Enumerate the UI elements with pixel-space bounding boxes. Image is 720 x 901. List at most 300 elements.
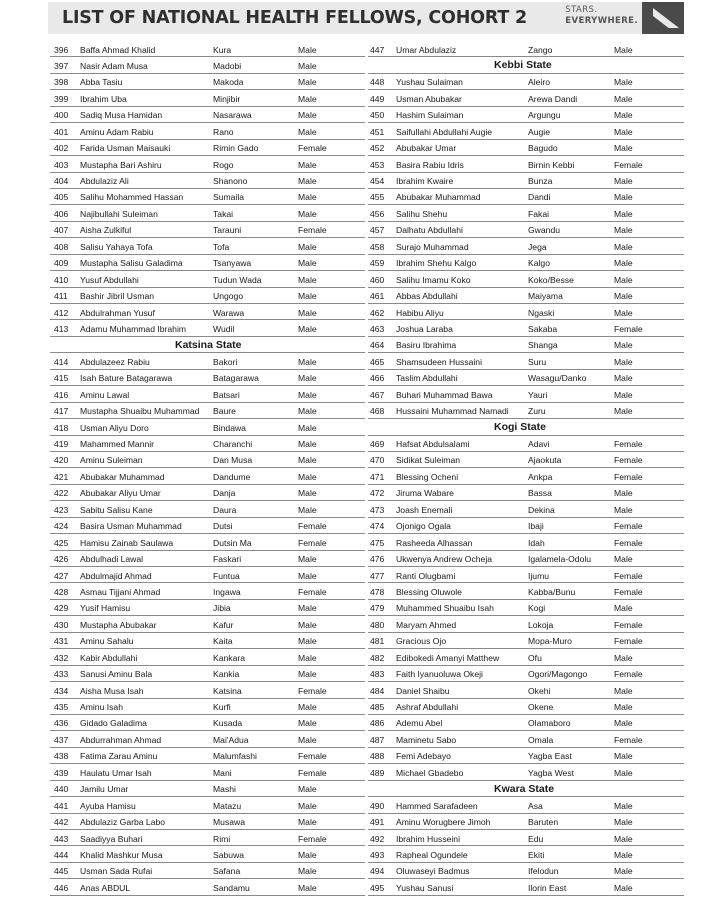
lga-name: Charanchi — [213, 439, 253, 449]
table-row — [50, 567, 365, 583]
fellow-name: Najibullahi Suleiman — [80, 208, 158, 219]
table-row — [368, 74, 684, 90]
fellow-name: Hafsat Abdulsalami — [396, 439, 470, 449]
row-number: 420 — [54, 455, 69, 466]
table-row — [368, 666, 684, 682]
gender-value: Male — [614, 208, 633, 219]
gender-value: Male — [614, 143, 633, 154]
table-row — [50, 764, 365, 780]
table-row — [368, 715, 684, 731]
table-row — [368, 222, 684, 238]
fellow-name: Basira Usman Muhammad — [80, 521, 182, 532]
table-row — [368, 748, 684, 764]
table-row — [50, 534, 365, 550]
fellow-name: Sabitu Salisu Kane — [80, 504, 153, 515]
lga-name: Mashi — [213, 784, 236, 795]
row-number: 437 — [54, 734, 69, 745]
row-number: 414 — [54, 356, 69, 367]
lga-name: Mai'Adua — [213, 734, 249, 745]
row-number: 439 — [54, 767, 69, 778]
fellow-name: Hammed Sarafadeen — [396, 800, 478, 811]
state-heading: Kogi State — [368, 419, 684, 435]
row-number: 470 — [370, 455, 385, 466]
page-header — [48, 2, 684, 34]
table-row — [50, 436, 365, 452]
table-row — [50, 633, 365, 649]
lga-name: Tsanyawa — [213, 258, 252, 269]
table-row — [368, 797, 684, 813]
state-heading: Kwara State — [368, 781, 684, 797]
row-number: 430 — [54, 619, 69, 630]
gender-value: Male — [298, 702, 317, 712]
lga-name: Kaita — [213, 636, 233, 647]
lga-name: Arewa Dandi — [528, 93, 578, 104]
gender-value: Female — [614, 521, 643, 532]
fellow-name: Jiruma Wabare — [396, 488, 454, 499]
fellow-name: Haulatu Umar Isah — [80, 767, 152, 778]
gender-value: Male — [298, 159, 317, 170]
lga-name: Ekiti — [528, 849, 545, 860]
fellow-name: Maryam Ahmed — [396, 619, 457, 630]
lga-name: Kurfi — [213, 702, 231, 712]
gender-value: Male — [614, 849, 633, 860]
gender-value: Male — [298, 258, 317, 269]
gender-value: Male — [298, 800, 317, 811]
row-number: 449 — [370, 93, 385, 104]
row-number: 480 — [370, 619, 385, 630]
table-row — [368, 107, 684, 123]
row-number: 495 — [370, 882, 385, 893]
gender-value: Male — [298, 356, 317, 367]
row-number: 461 — [370, 291, 385, 302]
row-number: 409 — [54, 258, 69, 269]
fellow-name: Mustapha Abubakar — [80, 619, 157, 630]
row-number: 492 — [370, 833, 385, 844]
row-number: 465 — [370, 356, 385, 367]
row-number: 468 — [370, 406, 385, 417]
gender-value: Female — [614, 439, 643, 449]
lga-name: Argungu — [528, 110, 561, 121]
lga-name: Igalamela-Odolu — [528, 554, 592, 565]
row-number: 398 — [54, 77, 69, 88]
lga-name: Mopa-Muro — [528, 636, 572, 647]
gender-value: Female — [298, 225, 327, 236]
gender-value: Female — [614, 159, 643, 170]
lga-name: Kusada — [213, 718, 243, 729]
gender-value: Male — [298, 291, 317, 302]
table-row — [368, 320, 684, 336]
row-number: 413 — [54, 323, 69, 334]
fellow-name: Abdulrahman Yusuf — [80, 307, 155, 318]
lga-name: Yagba West — [528, 767, 575, 778]
table-row — [50, 830, 365, 846]
lga-name: Koko/Besse — [528, 274, 574, 285]
lga-name: Birnin Kebbi — [528, 159, 575, 170]
row-number: 487 — [370, 734, 385, 745]
row-number: 456 — [370, 208, 385, 219]
fellow-name: Ukwenya Andrew Ocheja — [396, 554, 493, 565]
row-number: 440 — [54, 784, 69, 795]
gender-value: Female — [298, 751, 327, 762]
table-row — [50, 222, 365, 238]
row-number: 482 — [370, 652, 385, 663]
lga-name: Okene — [528, 702, 554, 712]
row-number: 455 — [370, 192, 385, 203]
row-number: 494 — [370, 866, 385, 877]
gender-value: Male — [614, 685, 633, 696]
gender-value: Male — [298, 44, 317, 55]
lga-name: Tudun Wada — [213, 274, 262, 285]
gender-value: Male — [614, 751, 633, 762]
table-row — [50, 57, 365, 73]
row-number: 467 — [370, 389, 385, 400]
lga-name: Funtua — [213, 570, 240, 581]
lga-name: Bunza — [528, 176, 553, 186]
gender-value: Male — [298, 784, 317, 795]
gender-value: Male — [614, 488, 633, 499]
row-number: 441 — [54, 800, 69, 811]
lga-name: Dutsi — [213, 521, 233, 532]
table-row — [50, 419, 365, 435]
lga-name: Ifelodun — [528, 866, 559, 877]
table-row — [368, 205, 684, 221]
gender-value: Male — [614, 126, 633, 137]
table-row — [368, 452, 684, 468]
row-number: 448 — [370, 77, 385, 88]
table-row — [50, 583, 365, 599]
table-row — [50, 107, 365, 123]
gender-value: Male — [298, 208, 317, 219]
gender-value: Male — [614, 817, 633, 828]
lga-name: Batsari — [213, 389, 240, 400]
row-number: 429 — [54, 603, 69, 614]
lga-name: Kankara — [213, 652, 246, 663]
gender-value: Female — [298, 521, 327, 532]
row-number: 425 — [54, 537, 69, 548]
gender-value: Male — [298, 652, 317, 663]
fellow-name: Abdulaziz Garba Labo — [80, 817, 166, 828]
fellow-name: Femi Adebayo — [396, 751, 451, 762]
lga-name: Yagba East — [528, 751, 572, 762]
table-row — [368, 304, 684, 320]
table-row — [368, 403, 684, 419]
row-number: 486 — [370, 718, 385, 729]
gender-value: Male — [614, 241, 633, 252]
fellow-name: Blessing Ocheni — [396, 471, 459, 482]
gender-value: Male — [298, 734, 317, 745]
row-number: 433 — [54, 669, 69, 680]
fellow-name: Faith Iyanuoluwa Okeji — [396, 669, 483, 680]
gender-value: Male — [614, 258, 633, 269]
table-row — [50, 370, 365, 386]
lga-name: Kalgo — [528, 258, 550, 269]
lga-name: Suru — [528, 356, 547, 367]
table-row — [368, 649, 684, 665]
table-row — [368, 189, 684, 205]
row-number: 401 — [54, 126, 69, 137]
gender-value: Male — [614, 340, 633, 351]
fellow-name: Fatima Zarau Aminu — [80, 751, 158, 762]
lga-name: Zango — [528, 44, 553, 55]
lga-name: Sakaba — [528, 323, 558, 334]
lga-name: Jega — [528, 241, 547, 252]
lga-name: Ilorin East — [528, 882, 567, 893]
lga-name: Fakai — [528, 208, 550, 219]
table-row — [368, 90, 684, 106]
lga-name: Ankpa — [528, 471, 553, 482]
gender-value: Male — [614, 652, 633, 663]
table-row — [368, 616, 684, 632]
fellow-name: Michael Gbadebo — [396, 767, 464, 778]
row-number: 422 — [54, 488, 69, 499]
lga-name: Matazu — [213, 800, 242, 811]
lga-name: Adavi — [528, 439, 550, 449]
table-row — [368, 534, 684, 550]
fellow-name: Salisu Yahaya Tofa — [80, 241, 153, 252]
gender-value: Male — [614, 274, 633, 285]
gender-value: Female — [614, 570, 643, 581]
row-number: 459 — [370, 258, 385, 269]
fellow-name: Ibrahim Uba — [80, 93, 127, 104]
row-number: 411 — [54, 291, 68, 302]
row-number: 457 — [370, 225, 385, 236]
lga-name: Warawa — [213, 307, 245, 318]
fellow-name: Oluwaseyi Badmus — [396, 866, 470, 877]
gender-value: Male — [614, 110, 633, 121]
fellow-name: Surajo Muhammad — [396, 241, 469, 252]
lga-name: Sabuwa — [213, 849, 245, 860]
row-number: 399 — [54, 93, 69, 104]
table-row — [368, 731, 684, 747]
gender-value: Male — [298, 406, 317, 417]
fellow-name: Ranti Olugbami — [396, 570, 456, 581]
table-row — [368, 238, 684, 254]
gender-value: Male — [298, 439, 317, 449]
row-number: 444 — [54, 849, 69, 860]
table-row — [50, 173, 365, 189]
gender-value: Male — [298, 422, 317, 433]
table-row — [368, 468, 684, 484]
fellow-name: Ashraf Abdullahi — [396, 702, 459, 712]
gender-value: Male — [298, 504, 317, 515]
row-number: 410 — [54, 274, 69, 285]
lga-name: Batagarawa — [213, 373, 259, 384]
gender-value: Female — [614, 619, 643, 630]
lga-name: Tofa — [213, 241, 230, 252]
row-number: 418 — [54, 422, 69, 433]
lga-name: Dan Musa — [213, 455, 253, 466]
row-number: 431 — [54, 636, 69, 647]
fellow-name: Mahammed Mannir — [80, 439, 155, 449]
row-number: 476 — [370, 554, 385, 565]
gender-value: Male — [298, 849, 317, 860]
gender-value: Male — [298, 817, 317, 828]
fellow-name: Umar Abdulaziz — [396, 44, 457, 55]
fellows-table-left — [50, 41, 365, 901]
lga-name: Shanono — [213, 176, 248, 186]
table-row — [50, 748, 365, 764]
lga-name: Baure — [213, 406, 236, 417]
table-row — [50, 715, 365, 731]
lga-name: Rimi — [213, 833, 231, 844]
fellow-name: Farida Usman Maisauki — [80, 143, 171, 154]
fellow-name: Kabir Abdullahi — [80, 652, 138, 663]
row-number: 403 — [54, 159, 69, 170]
fellow-name: Khalid Mashkur Musa — [80, 849, 163, 860]
row-number: 472 — [370, 488, 385, 499]
table-row — [50, 288, 365, 304]
lga-name: Okehi — [528, 685, 551, 696]
fellow-name: Hashim Sulaiman — [396, 110, 464, 121]
row-number: 432 — [54, 652, 69, 663]
fellows-table-right — [368, 41, 684, 901]
row-number: 453 — [370, 159, 385, 170]
gender-value: Male — [298, 882, 317, 893]
lga-name: Kankia — [213, 669, 240, 680]
gender-value: Male — [614, 800, 633, 811]
fellow-name: Gracious Ojo — [396, 636, 447, 647]
row-number: 436 — [54, 718, 69, 729]
table-row — [368, 682, 684, 698]
table-row — [368, 271, 684, 287]
state-heading: Kebbi State — [368, 57, 684, 73]
gender-value: Female — [298, 143, 327, 154]
gender-value: Male — [614, 44, 633, 55]
gender-value: Male — [614, 406, 633, 417]
gender-value: Male — [298, 192, 317, 203]
lga-name: Maiyama — [528, 291, 563, 302]
table-row — [50, 41, 365, 57]
lga-name: Sumaila — [213, 192, 245, 203]
lga-name: Olamaboro — [528, 718, 571, 729]
row-number: 491 — [370, 817, 385, 828]
row-number: 419 — [54, 439, 69, 449]
lga-name: Malumfashi — [213, 751, 257, 762]
logo-line-2: EVERYWHERE. — [565, 16, 638, 26]
gender-value: Male — [298, 307, 317, 318]
gender-value: Male — [298, 619, 317, 630]
lga-name: Minjibir — [213, 93, 241, 104]
row-number: 408 — [54, 241, 69, 252]
lga-name: Lokoja — [528, 619, 554, 630]
lga-name: Rogo — [213, 159, 234, 170]
gender-value: Female — [614, 734, 643, 745]
row-number: 402 — [54, 143, 69, 154]
row-number: 452 — [370, 143, 385, 154]
fellow-name: Buhari Muhammad Bawa — [396, 389, 493, 400]
gender-value: Male — [298, 455, 317, 466]
table-row — [50, 600, 365, 616]
row-number: 423 — [54, 504, 69, 515]
gender-value: Female — [614, 586, 643, 597]
gender-value: Male — [298, 554, 317, 565]
table-row — [50, 452, 365, 468]
fellow-name: Abubakar Muhammad — [396, 192, 481, 203]
fellow-name: Aisha Musa Isah — [80, 685, 144, 696]
fellow-name: Abbas Abdullahi — [396, 291, 458, 302]
row-number: 447 — [370, 44, 385, 55]
gender-value: Male — [614, 389, 633, 400]
row-number: 442 — [54, 817, 69, 828]
gender-value: Female — [614, 669, 643, 680]
gender-value: Male — [614, 882, 633, 893]
gender-value: Male — [298, 488, 317, 499]
table-row — [50, 518, 365, 534]
gender-value: Female — [298, 833, 327, 844]
lga-name: Bindawa — [213, 422, 246, 433]
lga-name: Dandume — [213, 471, 251, 482]
row-number: 443 — [54, 833, 69, 844]
fellow-name: Muhammed Shuaibu Isah — [396, 603, 494, 614]
gender-value: Male — [298, 471, 317, 482]
table-row — [50, 863, 365, 879]
table-row — [368, 485, 684, 501]
row-number: 451 — [370, 126, 385, 137]
gender-value: Male — [614, 603, 633, 614]
row-number: 483 — [370, 669, 385, 680]
lga-name: Shanga — [528, 340, 558, 351]
gender-value: Male — [614, 176, 633, 186]
table-row — [50, 255, 365, 271]
fellow-name: Aminu Adam Rabiu — [80, 126, 154, 137]
lga-name: Rano — [213, 126, 234, 137]
lga-name: Bagudo — [528, 143, 558, 154]
table-row — [50, 781, 365, 797]
row-number: 474 — [370, 521, 385, 532]
row-number: 450 — [370, 110, 385, 121]
lga-name: Makoda — [213, 77, 244, 88]
fellow-name: Anas ABDUL — [80, 882, 131, 893]
lga-name: Gwandu — [528, 225, 561, 236]
row-number: 427 — [54, 570, 69, 581]
gender-value: Male — [298, 669, 317, 680]
gender-value: Female — [614, 455, 643, 466]
fellow-name: Usman Aliyu Doro — [80, 422, 149, 433]
table-row — [50, 485, 365, 501]
table-row — [50, 156, 365, 172]
gender-value: Male — [614, 504, 633, 515]
lga-name: Ofu — [528, 652, 542, 663]
gender-value: Male — [298, 389, 317, 400]
lga-name: Zuru — [528, 406, 546, 417]
fellow-name: Aminu Isah — [80, 702, 123, 712]
lga-name: Ibaji — [528, 521, 544, 532]
fellow-name: Shamsudeen Hussaini — [396, 356, 482, 367]
lga-name: Augie — [528, 126, 550, 137]
row-number: 434 — [54, 685, 69, 696]
fellow-name: Abdurrahman Ahmad — [80, 734, 162, 745]
fellow-name: Abubakar Aliyu Umar — [80, 488, 161, 499]
row-number: 416 — [54, 389, 69, 400]
page-title: LIST OF NATIONAL HEALTH FELLOWS, COHORT 2 — [62, 8, 527, 28]
lga-name: Danja — [213, 488, 236, 499]
logo-line-1: STARS. — [565, 5, 598, 15]
row-number: 469 — [370, 439, 385, 449]
lga-name: Dandi — [528, 192, 551, 203]
gender-value: Female — [298, 537, 327, 548]
row-number: 477 — [370, 570, 385, 581]
fellow-name: Aminu Lawal — [80, 389, 130, 400]
fellow-name: Jamilu Umar — [80, 784, 129, 795]
row-number: 405 — [54, 192, 69, 203]
lga-name: Safana — [213, 866, 241, 877]
table-row — [50, 353, 365, 369]
fellow-name: Bashir Jibril Usman — [80, 291, 155, 302]
row-number: 466 — [370, 373, 385, 384]
lga-name: Ogori/Magongo — [528, 669, 588, 680]
table-row — [368, 337, 684, 353]
table-row — [368, 353, 684, 369]
